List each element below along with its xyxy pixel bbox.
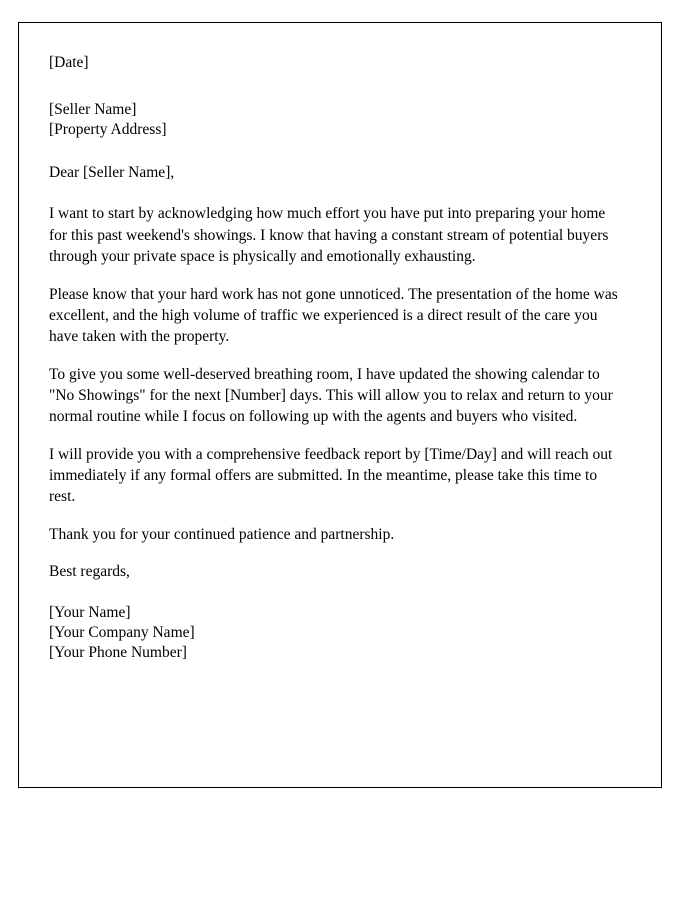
paragraph-1: I want to start by acknowledging how much effort you have put into preparing your home for this past weekend's showings. I know that having a constant stream of potential buyers through your private space is physically and emotionally exhausting.	[49, 205, 609, 265]
signature-block	[49, 603, 621, 662]
signoff-text: Best regards,	[49, 563, 130, 581]
date-placeholder: [Date]	[49, 54, 89, 71]
paragraph-4: I will provide you with a comprehensive feedback report by [Time/Day] and will reach out immediately if any formal offers are submitted. In the meantime, please take this time to rest.	[49, 446, 613, 506]
recipient-seller-name: [Seller Name]	[49, 100, 137, 118]
recipient-block	[49, 100, 621, 141]
salutation-text: Dear [Seller Name],	[49, 163, 175, 181]
paragraph-3: To give you some well-deserved breathing room, I have updated the showing calendar to "No Showings" for the next [Number] days. This will allow you to relax and return to your normal routine while I focus on following up with the agents and buyers who visited.	[49, 365, 613, 426]
signature-company-name: [Your Company Name]	[49, 623, 195, 641]
date-block	[49, 53, 621, 74]
letter-page	[18, 22, 662, 788]
recipient-property-address: [Property Address]	[49, 121, 167, 139]
letter-body	[19, 23, 661, 663]
paragraph-2: Please know that your hard work has not gone unnoticed. The presentation of the home was excellent, and the high volume of traffic we experienced is a direct result of the care you have taken with the property.	[49, 285, 618, 345]
paragraph-5: Thank you for your continued patience and partnership.	[49, 526, 395, 544]
salutation	[49, 163, 621, 184]
signature-your-name: [Your Name]	[49, 604, 131, 622]
signoff-block	[49, 562, 621, 583]
signature-phone-number: [Your Phone Number]	[49, 643, 187, 661]
